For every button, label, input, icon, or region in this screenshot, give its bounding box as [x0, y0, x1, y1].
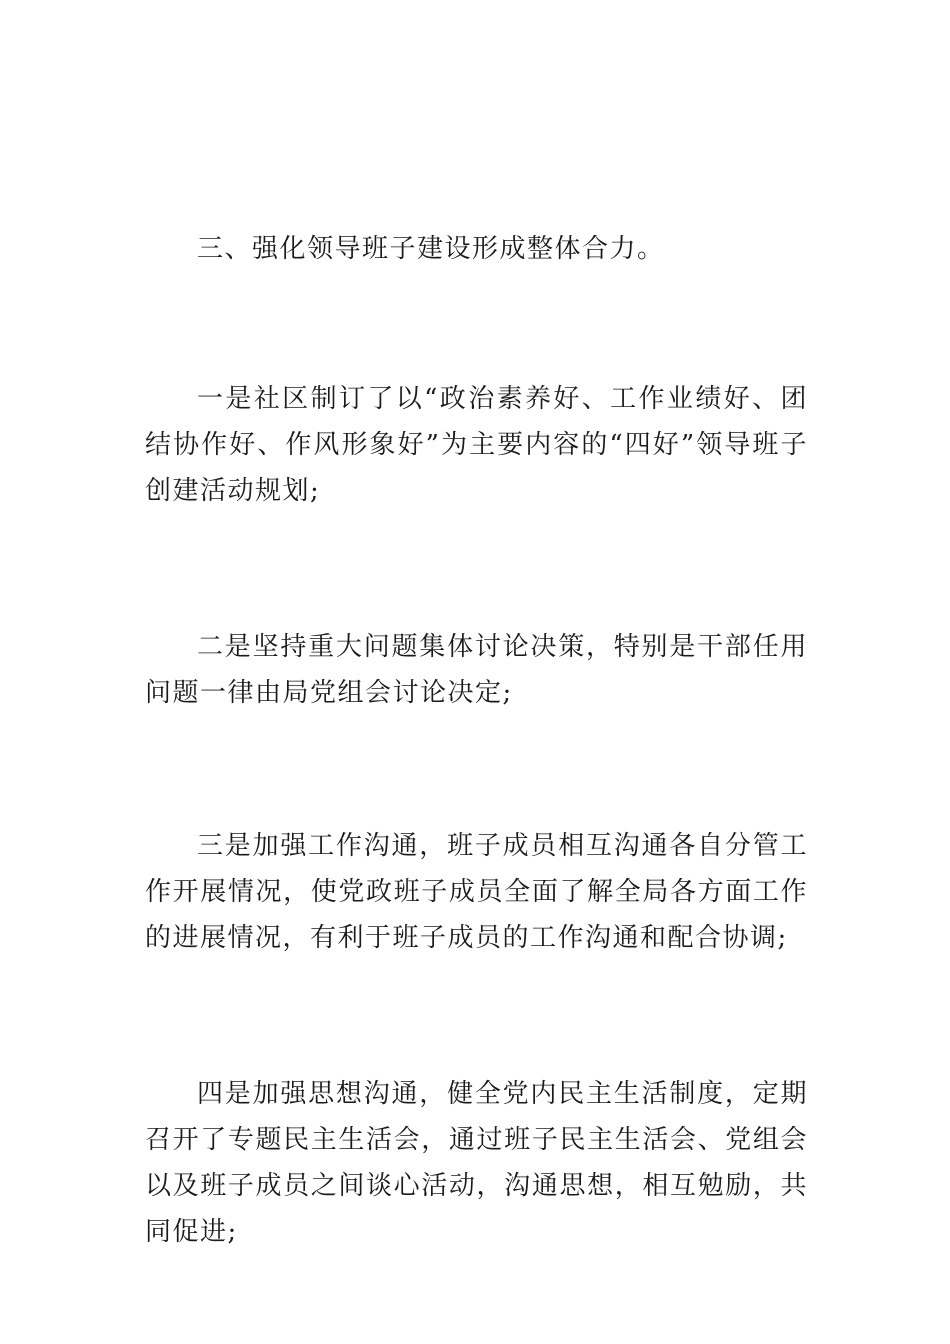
paragraph-2: 二是坚持重大问题集体讨论决策，特别是干部任用问题一律由局党组会讨论决定; — [145, 632, 808, 708]
paragraph-3: 三是加强工作沟通，班子成员相互沟通各自分管工作开展情况，使党政班子成员全面了解全局各方面工作的进展情况，有利于班子成员的工作沟通和配合协调; — [145, 831, 808, 953]
document-page — [145, 0, 808, 1344]
section-heading: 三、强化领导班子建设形成整体合力。 — [197, 234, 665, 264]
paragraph-1: 一是社区制订了以“政治素养好、工作业绩好、团结协作好、作风形象好”为主要内容的“四好”领导班子创建活动规划; — [145, 384, 808, 506]
paragraph-4: 四是加强思想沟通，健全党内民主生活制度，定期召开了专题民主生活会，通过班子民主生活会、党组会以及班子成员之间谈心活动，沟通思想，相互勉励，共同促进; — [145, 1079, 808, 1247]
